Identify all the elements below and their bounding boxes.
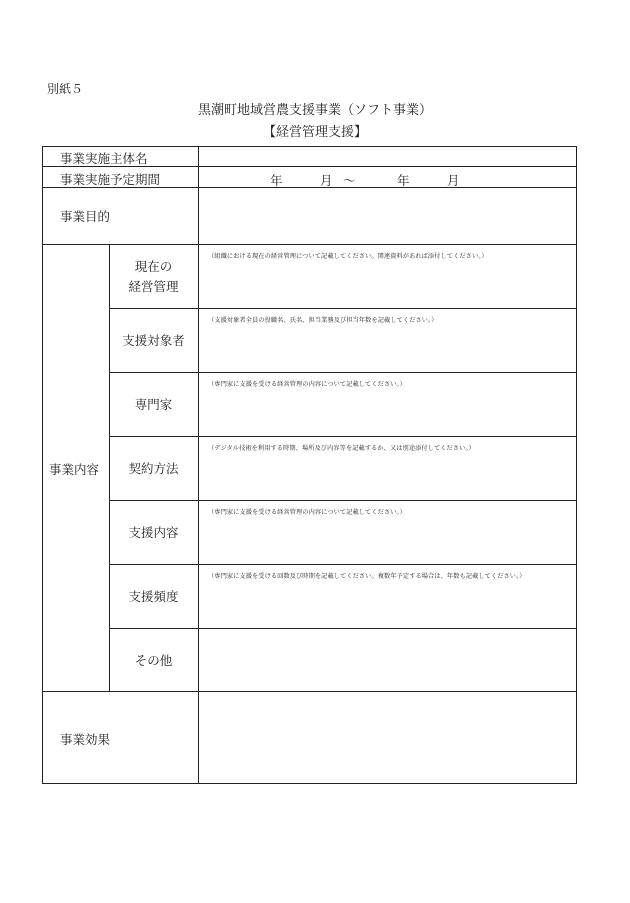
form-title: 黒潮町地域営農支援事業（ソフト事業） (197, 103, 432, 118)
row-divider (109, 372, 577, 373)
contract-method-label: 契約方法 (128, 461, 179, 476)
row-divider (109, 436, 577, 437)
purpose-field[interactable] (199, 188, 576, 244)
current-management-field[interactable] (199, 262, 576, 308)
contract-method-note: （デジタル技術を利用する時期、場所及び内容等を記載するか、又は別途添付してください。） (208, 445, 475, 452)
period-month-end: 月 (447, 173, 460, 188)
form-subtitle: 【経営管理支援】 (262, 125, 367, 140)
period-year-start: 年 (270, 173, 283, 188)
row-divider (109, 308, 577, 309)
content-label: 事業内容 (49, 462, 100, 477)
other-field[interactable] (199, 629, 576, 691)
other-label: その他 (134, 653, 173, 668)
row-divider (109, 500, 577, 501)
contract-method-field[interactable] (199, 454, 576, 500)
support-content-label: 支援内容 (128, 525, 179, 540)
period-year-end: 年 (397, 173, 410, 188)
target-label: 支援対象者 (122, 333, 185, 348)
support-frequency-field[interactable] (199, 582, 576, 628)
implementer-field[interactable] (199, 147, 576, 166)
row-divider (42, 244, 577, 245)
support-frequency-note: （専門家に支援を受ける回数及び時期を記載してください。複数年予定する場合は、年数も記載してください。） (208, 573, 526, 580)
period-month-start: 月 (320, 173, 333, 188)
period-tilde: ～ (343, 173, 356, 188)
implementer-label: 事業実施主体名 (60, 151, 148, 166)
support-content-note: （専門家に支援を受ける経営管理の内容について記載してください。） (208, 509, 406, 516)
current-management-label-line1: 現在の (134, 259, 173, 274)
support-content-field[interactable] (199, 518, 576, 564)
annex-label: 別紙５ (47, 82, 84, 96)
current-management-label-line2: 経営管理 (128, 279, 179, 294)
target-note: （支援対象者全員の役職名、氏名、担当業務及び担当年数を記載してください。） (208, 317, 438, 324)
period-label: 事業実施予定期間 (60, 172, 161, 187)
expert-note: （専門家に支援を受ける経営管理の内容について記載してください。） (208, 381, 406, 388)
purpose-label: 事業目的 (60, 209, 111, 224)
period-field[interactable] (199, 167, 576, 187)
effect-field[interactable] (199, 692, 576, 783)
support-frequency-label: 支援頻度 (128, 589, 179, 604)
row-divider (109, 564, 577, 565)
current-management-note: （組織における現在の経営管理について記載してください。関連資料があれば添付してください。） (208, 253, 488, 260)
effect-label: 事業効果 (60, 732, 111, 747)
current-management-label (109, 257, 198, 297)
target-field[interactable] (199, 326, 576, 372)
expert-field[interactable] (199, 390, 576, 436)
expert-label: 専門家 (134, 397, 173, 412)
